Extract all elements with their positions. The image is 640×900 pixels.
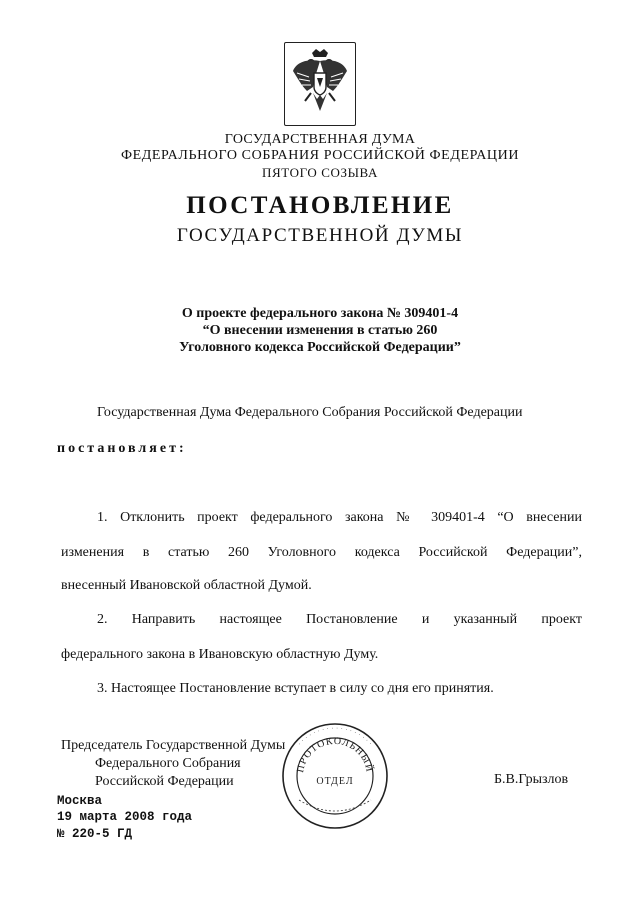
subject-line-3: Уголовного кодекса Российской Федерации” (179, 340, 461, 355)
signer-name: Б.В.Грызлов (494, 772, 569, 787)
doc-number: № 220-5 ГД (57, 827, 133, 841)
item-1-line-2: изменения в статью 260 Уголовного кодекса Российской Федерации”, (61, 545, 582, 560)
svg-text:· · · · · · · · · · · · · · ·: · · · · · · · · · · · · · · · · · · (297, 725, 373, 748)
org-line-3: ПЯТОГО СОЗЫВА (262, 165, 378, 180)
signer-title-line-2: Федерального Собрания (95, 756, 241, 771)
org-line-1: ГОСУДАРСТВЕННАЯ ДУМА (224, 132, 416, 147)
subject-line-1: О проекте федерального закона № 309401-4 (181, 306, 459, 321)
resolves-label: постановляет: (57, 441, 187, 456)
org-line-2: ФЕДЕРАЛЬНОГО СОБРАНИЯ РОССИЙСКОЙ ФЕДЕРАЦИИ (120, 148, 520, 163)
signer-title-line-1: Председатель Государственной Думы (61, 738, 286, 753)
stamp-center-text: ОТДЕЛ (316, 776, 354, 787)
doc-type-title: ПОСТАНОВЛЕНИЕ (186, 192, 454, 219)
item-1-line-3: внесенный Ивановской областной Думой. (61, 578, 312, 593)
item-3: 3. Настоящее Постановление вступает в силу со дня его принятия. (97, 681, 494, 696)
stamp-arc-text: ПРОТОКОЛЬНЫЙ (295, 735, 375, 774)
item-2-line-2: федерального закона в Ивановскую областную Думу. (61, 647, 379, 662)
preamble: Государственная Дума Федерального Собрания Российской Федерации (97, 405, 523, 420)
doc-type-subtitle: ГОСУДАРСТВЕННОЙ ДУМЫ (176, 225, 464, 246)
coat-of-arms-icon (284, 42, 356, 126)
signer-title-line-3: Российской Федерации (95, 774, 234, 789)
item-1-line-1: 1. Отклонить проект федерального закона № 309401-4 “О внесении (97, 510, 582, 525)
date: 19 марта 2008 года (57, 810, 193, 824)
item-2-line-1: 2. Направить настоящее Постановление и указанный проект (97, 612, 582, 627)
round-stamp-icon (279, 720, 391, 832)
place: Москва (57, 794, 103, 808)
subject-line-2: “О внесении изменения в статью 260 (202, 323, 438, 338)
